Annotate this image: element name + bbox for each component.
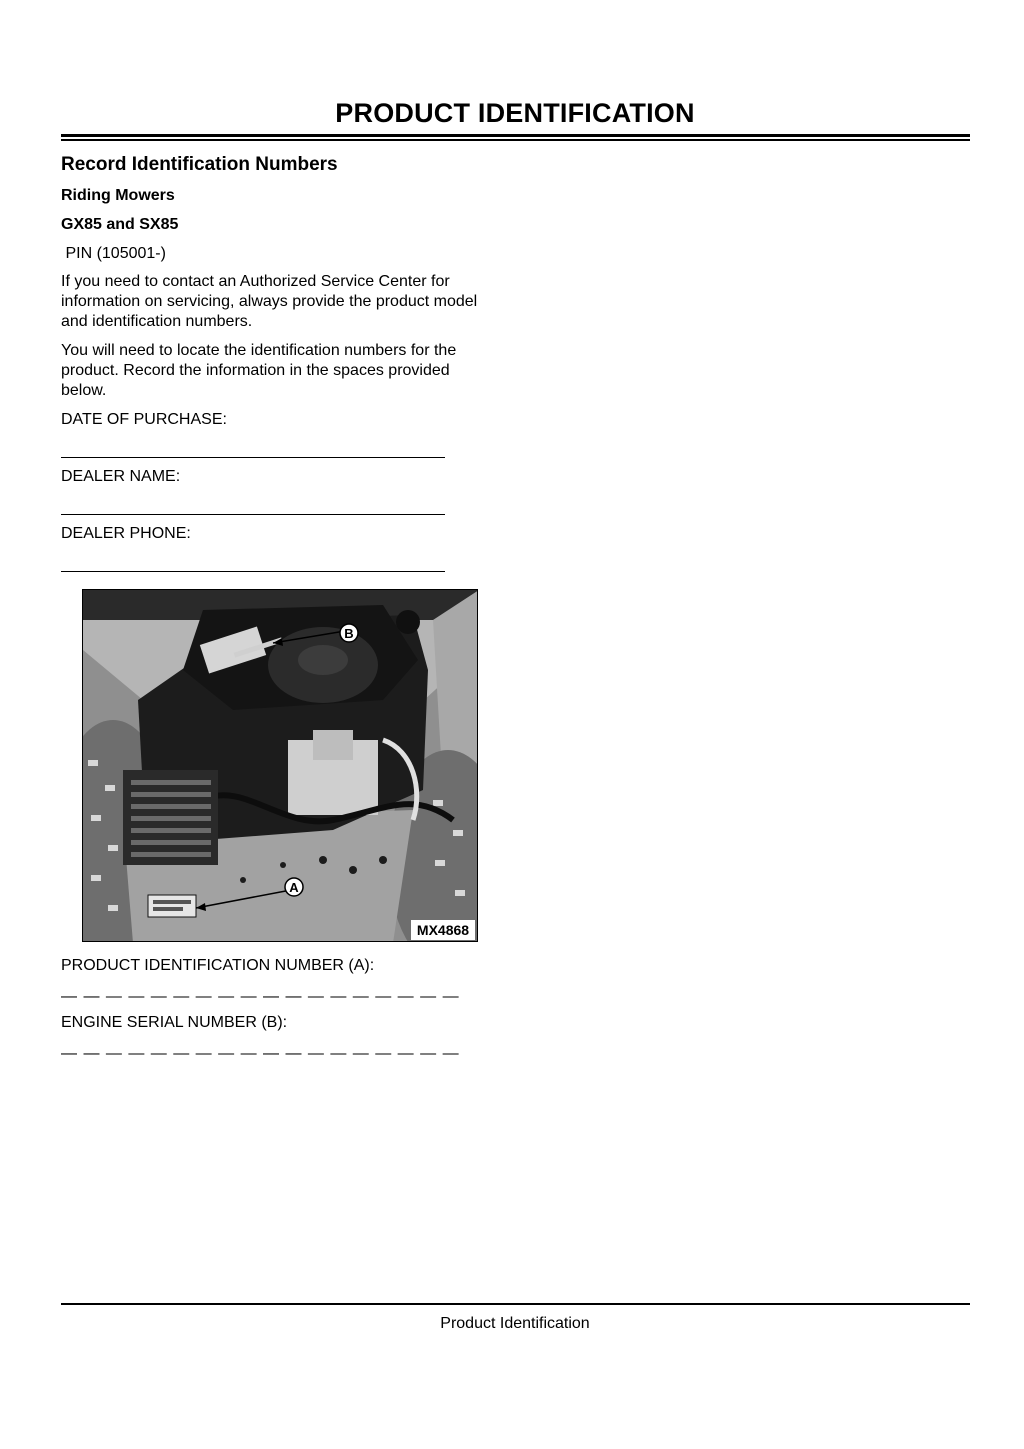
pin-range: PIN (105001-)	[61, 245, 166, 262]
section-heading: Record Identification Numbers	[61, 154, 338, 175]
engine-illustration	[83, 590, 478, 942]
blank-dealer-name[interactable]	[61, 514, 445, 515]
footer-text: Product Identification	[440, 1315, 590, 1332]
figure-id-label: MX4868	[416, 922, 470, 938]
callout-b-label: B	[344, 626, 354, 641]
label-date-of-purchase: DATE OF PURCHASE:	[61, 411, 227, 428]
blank-date-of-purchase[interactable]	[61, 457, 445, 458]
footer-rule	[61, 1303, 970, 1305]
page-title: PRODUCT IDENTIFICATION	[335, 98, 695, 128]
subheading-models: GX85 and SX85	[61, 216, 179, 233]
paragraph-locate: You will need to locate the identification numbers for the product. Record the information in the spaces provided below.	[61, 342, 457, 399]
engine-photo-figure	[82, 589, 478, 942]
subheading-riding-mowers: Riding Mowers	[61, 187, 175, 204]
title-rule-top	[61, 134, 970, 137]
paragraph-contact: If you need to contact an Authorized Service Center for information on servicing, always provide the product model and identification numbers.	[61, 273, 478, 330]
blank-engine-serial-number[interactable]: — — — — — — — — — — — — — — — — — —	[61, 1045, 460, 1062]
label-dealer-name: DEALER NAME:	[61, 468, 181, 485]
callout-a-label: A	[289, 880, 299, 895]
blank-product-id-number[interactable]: — — — — — — — — — — — — — — — — — —	[61, 988, 460, 1005]
label-engine-serial-number: ENGINE SERIAL NUMBER (B):	[61, 1014, 288, 1031]
blank-dealer-phone[interactable]	[61, 571, 445, 572]
label-dealer-phone: DEALER PHONE:	[61, 525, 191, 542]
label-product-id-number: PRODUCT IDENTIFICATION NUMBER (A):	[61, 957, 375, 974]
title-rule-bottom	[61, 139, 970, 141]
